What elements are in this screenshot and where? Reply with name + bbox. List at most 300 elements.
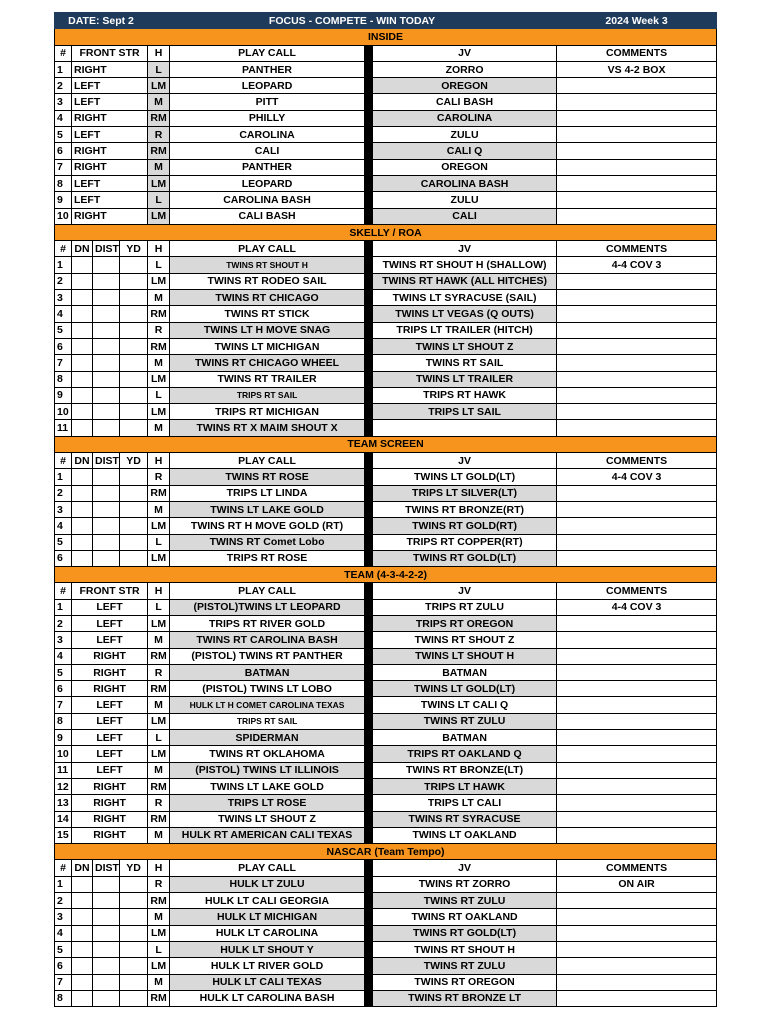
column-divider	[365, 599, 373, 615]
play-call-cell: TRIPS LT LINDA	[170, 485, 365, 501]
row-number: 6	[55, 958, 72, 974]
front-str-cell: LEFT	[72, 94, 148, 110]
down-cell	[72, 404, 93, 420]
row-number: 2	[55, 615, 72, 631]
yard-cell	[120, 501, 148, 517]
table-row	[55, 632, 717, 648]
row-number: 8	[55, 175, 72, 191]
column-divider	[365, 827, 373, 843]
yard-cell	[120, 518, 148, 534]
table-row	[55, 795, 717, 811]
jv-cell: TWINS LT GOLD(LT)	[373, 681, 557, 697]
row-number: 9	[55, 730, 72, 746]
jv-cell: TWINS LT GOLD(LT)	[373, 469, 557, 485]
yard-cell	[120, 990, 148, 1006]
column-divider	[365, 730, 373, 746]
comment-cell	[557, 941, 717, 957]
comment-cell	[557, 78, 717, 94]
distance-cell	[93, 876, 120, 892]
jv-cell: OREGON	[373, 78, 557, 94]
table-row	[55, 322, 717, 338]
column-divider	[365, 778, 373, 794]
comment-cell	[557, 713, 717, 729]
section-title: TEAM (4-3-4-2-2)	[55, 567, 717, 583]
column-divider	[365, 208, 373, 224]
comment-cell	[557, 290, 717, 306]
down-cell	[72, 518, 93, 534]
table-row	[55, 273, 717, 289]
play-call-cell: BATMAN	[170, 664, 365, 680]
distance-cell	[93, 909, 120, 925]
jv-cell: TWINS LT OAKLAND	[373, 827, 557, 843]
front-str-cell: RIGHT	[72, 811, 148, 827]
row-number: 12	[55, 778, 72, 794]
column-divider	[365, 355, 373, 371]
play-call-cell: CAROLINA BASH	[170, 192, 365, 208]
jv-cell: TWINS RT ZORRO	[373, 876, 557, 892]
hash-cell: R	[148, 127, 170, 143]
row-number: 10	[55, 746, 72, 762]
col-hash: H	[148, 45, 170, 61]
table-row	[55, 192, 717, 208]
hash-cell: LM	[148, 958, 170, 974]
distance-cell	[93, 974, 120, 990]
yard-cell	[120, 876, 148, 892]
yard-cell	[120, 371, 148, 387]
yard-cell	[120, 257, 148, 273]
column-divider	[365, 78, 373, 94]
section-header	[55, 844, 717, 860]
section-header	[55, 224, 717, 240]
play-call-cell: TWINS RT ROSE	[170, 469, 365, 485]
table-row	[55, 387, 717, 403]
jv-cell: TRIPS LT TRAILER (HITCH)	[373, 322, 557, 338]
hash-cell: RM	[148, 143, 170, 159]
jv-cell: TWINS RT SHOUT H	[373, 941, 557, 957]
table-row	[55, 762, 717, 778]
hash-cell: RM	[148, 306, 170, 322]
front-str-cell: LEFT	[72, 192, 148, 208]
table-row	[55, 143, 717, 159]
play-call-cell: (PISTOL) TWINS RT PANTHER	[170, 648, 365, 664]
row-number: 7	[55, 159, 72, 175]
comment-cell	[557, 697, 717, 713]
hash-cell: RM	[148, 990, 170, 1006]
comment-cell	[557, 208, 717, 224]
jv-cell: TWINS LT SHOUT Z	[373, 338, 557, 354]
row-number: 7	[55, 974, 72, 990]
table-row	[55, 550, 717, 566]
front-str-cell: LEFT	[72, 632, 148, 648]
column-divider	[365, 681, 373, 697]
col-number: #	[55, 241, 72, 257]
yard-cell	[120, 893, 148, 909]
yard-cell	[120, 941, 148, 957]
table-row	[55, 534, 717, 550]
table-row	[55, 110, 717, 126]
hash-cell: LM	[148, 746, 170, 762]
jv-cell: CALI	[373, 208, 557, 224]
row-number: 2	[55, 273, 72, 289]
column-divider	[365, 958, 373, 974]
column-divider	[365, 974, 373, 990]
jv-cell: TWINS RT ZULU	[373, 713, 557, 729]
col-play-call: PLAY CALL	[170, 45, 365, 61]
column-divider	[365, 387, 373, 403]
hash-cell: L	[148, 192, 170, 208]
play-call-cell: TWINS RT CHICAGO	[170, 290, 365, 306]
column-divider	[365, 469, 373, 485]
down-cell	[72, 273, 93, 289]
column-divider	[365, 306, 373, 322]
table-row	[55, 257, 717, 273]
column-divider	[365, 925, 373, 941]
play-call-cell: TWINS LT SHOUT Z	[170, 811, 365, 827]
column-divider	[365, 371, 373, 387]
column-divider	[365, 795, 373, 811]
column-header-row	[55, 860, 717, 876]
play-call-cell: HULK LT RIVER GOLD	[170, 958, 365, 974]
col-down: DN	[72, 860, 93, 876]
play-call-cell: (PISTOL) TWINS LT ILLINOIS	[170, 762, 365, 778]
jv-cell: TWINS RT ZULU	[373, 958, 557, 974]
jv-cell: TWINS RT OREGON	[373, 974, 557, 990]
table-row	[55, 175, 717, 191]
table-row	[55, 648, 717, 664]
distance-cell	[93, 550, 120, 566]
col-front-str: FRONT STR	[72, 583, 148, 599]
comment-cell	[557, 306, 717, 322]
row-number: 4	[55, 925, 72, 941]
play-call-cell: TWINS RT STICK	[170, 306, 365, 322]
row-number: 4	[55, 648, 72, 664]
down-cell	[72, 290, 93, 306]
front-str-cell: RIGHT	[72, 778, 148, 794]
play-call-cell: HULK LT CALI TEXAS	[170, 974, 365, 990]
section-title: SKELLY / ROA	[55, 224, 717, 240]
column-divider	[365, 990, 373, 1006]
column-divider	[365, 615, 373, 631]
row-number: 4	[55, 518, 72, 534]
comment-cell	[557, 615, 717, 631]
table-row	[55, 974, 717, 990]
hash-cell: M	[148, 909, 170, 925]
comment-cell	[557, 762, 717, 778]
hash-cell: LM	[148, 550, 170, 566]
distance-cell	[93, 355, 120, 371]
col-play-call: PLAY CALL	[170, 860, 365, 876]
distance-cell	[93, 958, 120, 974]
jv-cell: TWINS LT SHOUT H	[373, 648, 557, 664]
play-call-cell: HULK LT CAROLINA BASH	[170, 990, 365, 1006]
hash-cell: R	[148, 469, 170, 485]
table-row	[55, 664, 717, 680]
front-str-cell: RIGHT	[72, 110, 148, 126]
distance-cell	[93, 371, 120, 387]
yard-cell	[120, 469, 148, 485]
distance-cell	[93, 893, 120, 909]
jv-cell: TWINS RT BRONZE(RT)	[373, 501, 557, 517]
col-jv: JV	[373, 241, 557, 257]
play-call-cell: (PISTOL) TWINS LT LOBO	[170, 681, 365, 697]
table-row	[55, 599, 717, 615]
comment-cell	[557, 958, 717, 974]
column-divider	[365, 257, 373, 273]
play-call-cell: TWINS RT RODEO SAIL	[170, 273, 365, 289]
column-divider	[365, 909, 373, 925]
distance-cell	[93, 501, 120, 517]
comment-cell: VS 4-2 BOX	[557, 61, 717, 77]
table-row	[55, 713, 717, 729]
column-header-row	[55, 453, 717, 469]
jv-cell	[373, 420, 557, 436]
section-header	[55, 436, 717, 452]
column-divider	[365, 648, 373, 664]
play-call-cell: TWINS RT TRAILER	[170, 371, 365, 387]
distance-cell	[93, 257, 120, 273]
down-cell	[72, 501, 93, 517]
col-jv: JV	[373, 583, 557, 599]
section-header	[55, 567, 717, 583]
down-cell	[72, 941, 93, 957]
front-str-cell: RIGHT	[72, 827, 148, 843]
row-number: 3	[55, 501, 72, 517]
comment-cell	[557, 273, 717, 289]
column-divider	[365, 94, 373, 110]
jv-cell: TWINS LT SYRACUSE (SAIL)	[373, 290, 557, 306]
table-row	[55, 990, 717, 1006]
jv-cell: TWINS RT BRONZE LT	[373, 990, 557, 1006]
front-str-cell: RIGHT	[72, 159, 148, 175]
col-number: #	[55, 45, 72, 61]
row-number: 2	[55, 485, 72, 501]
table-row	[55, 697, 717, 713]
column-divider	[365, 811, 373, 827]
hash-cell: M	[148, 827, 170, 843]
table-row	[55, 778, 717, 794]
col-comments: COMMENTS	[557, 45, 717, 61]
column-divider	[365, 61, 373, 77]
comment-cell	[557, 811, 717, 827]
comment-cell	[557, 518, 717, 534]
comment-cell	[557, 175, 717, 191]
hash-cell: M	[148, 159, 170, 175]
play-call-cell: TRIPS RT ROSE	[170, 550, 365, 566]
row-number: 8	[55, 371, 72, 387]
row-number: 3	[55, 632, 72, 648]
down-cell	[72, 990, 93, 1006]
comment-cell	[557, 192, 717, 208]
comment-cell: ON AIR	[557, 876, 717, 892]
col-down: DN	[72, 453, 93, 469]
hash-cell: M	[148, 762, 170, 778]
front-str-cell: LEFT	[72, 697, 148, 713]
jv-cell: TRIPS RT COPPER(RT)	[373, 534, 557, 550]
hash-cell: LM	[148, 404, 170, 420]
row-number: 6	[55, 338, 72, 354]
col-distance: DIST	[93, 860, 120, 876]
jv-cell: CALI Q	[373, 143, 557, 159]
comment-cell	[557, 143, 717, 159]
hash-cell: LM	[148, 518, 170, 534]
yard-cell	[120, 306, 148, 322]
hash-cell: L	[148, 257, 170, 273]
hash-cell: LM	[148, 713, 170, 729]
comment-cell	[557, 338, 717, 354]
down-cell	[72, 909, 93, 925]
column-divider	[365, 583, 373, 599]
col-down: DN	[72, 241, 93, 257]
yard-cell	[120, 550, 148, 566]
row-number: 5	[55, 322, 72, 338]
jv-cell: TRIPS LT CALI	[373, 795, 557, 811]
table-row	[55, 730, 717, 746]
down-cell	[72, 355, 93, 371]
down-cell	[72, 925, 93, 941]
play-call-cell: CAROLINA	[170, 127, 365, 143]
row-number: 1	[55, 469, 72, 485]
column-header-row	[55, 241, 717, 257]
column-divider	[365, 338, 373, 354]
jv-cell: CAROLINA	[373, 110, 557, 126]
sheet-header	[55, 13, 717, 29]
hash-cell: L	[148, 534, 170, 550]
row-number: 6	[55, 550, 72, 566]
table-row	[55, 485, 717, 501]
table-row	[55, 371, 717, 387]
table-row	[55, 909, 717, 925]
col-yard: YD	[120, 453, 148, 469]
table-row	[55, 958, 717, 974]
hash-cell: LM	[148, 925, 170, 941]
row-number: 3	[55, 290, 72, 306]
hash-cell: LM	[148, 615, 170, 631]
hash-cell: R	[148, 795, 170, 811]
play-call-cell: TRIPS LT ROSE	[170, 795, 365, 811]
comment-cell	[557, 550, 717, 566]
jv-cell: TWINS LT CALI Q	[373, 697, 557, 713]
comment-cell: 4-4 COV 3	[557, 257, 717, 273]
col-comments: COMMENTS	[557, 860, 717, 876]
play-call-cell: HULK LT SHOUT Y	[170, 941, 365, 957]
comment-cell	[557, 371, 717, 387]
jv-cell: ZORRO	[373, 61, 557, 77]
play-call-cell: PITT	[170, 94, 365, 110]
column-divider	[365, 762, 373, 778]
row-number: 15	[55, 827, 72, 843]
column-divider	[365, 45, 373, 61]
column-divider	[365, 534, 373, 550]
front-str-cell: LEFT	[72, 615, 148, 631]
hash-cell: M	[148, 290, 170, 306]
play-call-cell: TWINS RT CHICAGO WHEEL	[170, 355, 365, 371]
jv-cell: BATMAN	[373, 664, 557, 680]
column-divider	[365, 664, 373, 680]
yard-cell	[120, 355, 148, 371]
play-call-cell: TWINS RT CAROLINA BASH	[170, 632, 365, 648]
down-cell	[72, 534, 93, 550]
hash-cell: RM	[148, 811, 170, 827]
play-call-cell: TWINS RT OKLAHOMA	[170, 746, 365, 762]
play-call-cell: HULK LT H COMET CAROLINA TEXAS	[170, 697, 365, 713]
column-divider	[365, 159, 373, 175]
play-call-cell: TWINS RT Comet Lobo	[170, 534, 365, 550]
comment-cell	[557, 632, 717, 648]
yard-cell	[120, 909, 148, 925]
down-cell	[72, 338, 93, 354]
comment-cell	[557, 648, 717, 664]
column-divider	[365, 697, 373, 713]
play-call-cell: TWINS LT LAKE GOLD	[170, 778, 365, 794]
table-row	[55, 746, 717, 762]
col-comments: COMMENTS	[557, 583, 717, 599]
row-number: 5	[55, 127, 72, 143]
comment-cell	[557, 322, 717, 338]
down-cell	[72, 371, 93, 387]
col-comments: COMMENTS	[557, 453, 717, 469]
comment-cell	[557, 485, 717, 501]
jv-cell: TRIPS LT HAWK	[373, 778, 557, 794]
play-call-cell: HULK RT AMERICAN CALI TEXAS	[170, 827, 365, 843]
comment-cell	[557, 127, 717, 143]
motto-label: FOCUS - COMPETE - WIN TODAY	[148, 13, 557, 29]
section-title: INSIDE	[55, 29, 717, 45]
front-str-cell: RIGHT	[72, 61, 148, 77]
jv-cell: TWINS LT TRAILER	[373, 371, 557, 387]
front-str-cell: RIGHT	[72, 664, 148, 680]
col-number: #	[55, 583, 72, 599]
hash-cell: L	[148, 730, 170, 746]
play-call-cell: LEOPARD	[170, 78, 365, 94]
jv-cell: TRIPS RT ZULU	[373, 599, 557, 615]
row-number: 4	[55, 110, 72, 126]
table-row	[55, 941, 717, 957]
row-number: 7	[55, 697, 72, 713]
down-cell	[72, 876, 93, 892]
hash-cell: M	[148, 501, 170, 517]
distance-cell	[93, 387, 120, 403]
front-str-cell: RIGHT	[72, 648, 148, 664]
table-row	[55, 876, 717, 892]
col-jv: JV	[373, 45, 557, 61]
jv-cell: TWINS LT VEGAS (Q OUTS)	[373, 306, 557, 322]
front-str-cell: LEFT	[72, 713, 148, 729]
jv-cell: CALI BASH	[373, 94, 557, 110]
play-call-cell: PANTHER	[170, 159, 365, 175]
section-header	[55, 29, 717, 45]
distance-cell	[93, 273, 120, 289]
table-row	[55, 404, 717, 420]
play-call-cell: PANTHER	[170, 61, 365, 77]
row-number: 4	[55, 306, 72, 322]
comment-cell	[557, 94, 717, 110]
col-distance: DIST	[93, 453, 120, 469]
col-jv: JV	[373, 453, 557, 469]
column-divider	[365, 420, 373, 436]
row-number: 13	[55, 795, 72, 811]
row-number: 8	[55, 713, 72, 729]
down-cell	[72, 550, 93, 566]
play-call-cell: TRIPS RT MICHIGAN	[170, 404, 365, 420]
distance-cell	[93, 322, 120, 338]
down-cell	[72, 485, 93, 501]
jv-cell: CAROLINA BASH	[373, 175, 557, 191]
play-call-cell: TWINS RT X MAIM SHOUT X	[170, 420, 365, 436]
date-label: DATE: Sept 2	[55, 13, 148, 29]
comment-cell	[557, 355, 717, 371]
comment-cell	[557, 778, 717, 794]
col-hash: H	[148, 860, 170, 876]
